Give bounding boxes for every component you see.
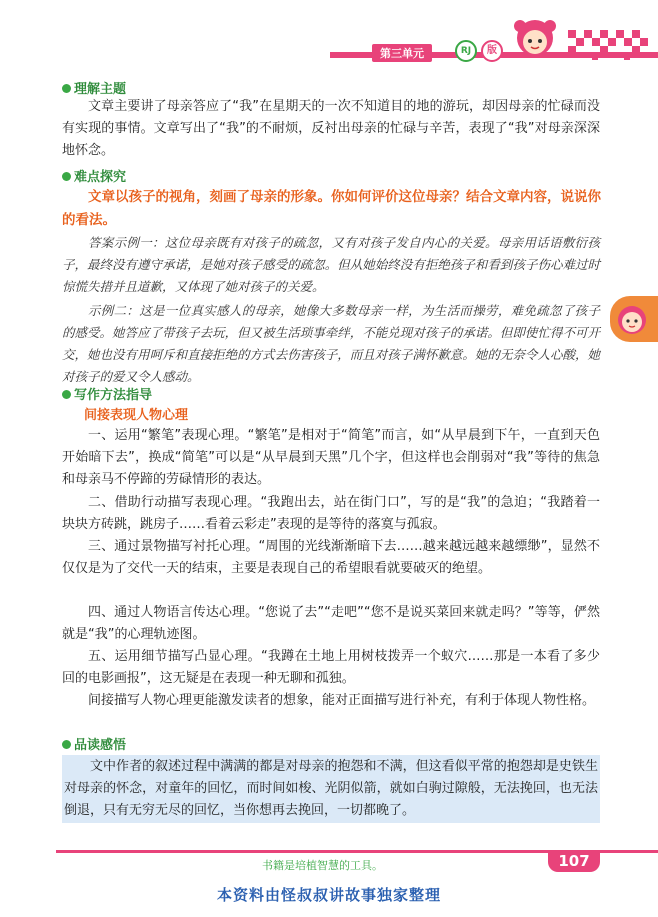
answer-example-2: 示例二：这是一位真实感人的母亲，她像大多数母亲一样，为生活而操劳，难免疏忽了孩子的感受。她答应了带孩子去玩，但又被生活琐事牵绊，不能兑现对孩子的承诺。但即使忙得不可开交，她也没有用呵斥和直接拒绝的方式去伤害孩子，而且对孩子满怀歉意。她的无奈令人心酸，她对孩子的爱又令人感动。	[62, 303, 600, 384]
reflection-paragraph: 文中作者的叙述过程中满满的都是对母亲的抱怨和不满，但这看似平常的抱怨却是史铁生对母亲的怀念，对童年的回忆，而时间如梭、光阴似箭，就如白驹过隙般，无法挽回，也无法倒退，只有无穷无尽的回忆，当你想再去挽回，一切都晚了。	[62, 755, 600, 823]
section-bullet-icon	[62, 84, 71, 93]
section-title-writing: 写作方法指导	[62, 384, 152, 403]
checker-pattern-icon	[568, 30, 652, 64]
page-number: 107	[548, 850, 600, 872]
method-paragraph-5: 五、运用细节描写凸显心理。“我蹲在土地上用树枝拨弄一个蚁穴……那是一本看了多少回的电影画报”，这无疑是在表现一种无聊和孤独。	[62, 649, 600, 686]
method-paragraph-3: 三、通过景物描写衬托心理。“周围的光线渐渐暗下去……越来越远越来越缥缈”，显然不仅仅是为了交代一天的结束，主要是表现自己的希望眼看就要破灭的绝望。	[62, 539, 600, 576]
footer-motto: 书籍是培植智慧的工具。	[262, 859, 383, 872]
method-paragraph-1: 一、运用“繁笔”表现心理。“繁笔”是相对于“简笔”而言，如“从早晨到下午，一直到天色开始暗下去”，换成“简笔”可以是“从早晨到天黑”几个字，但这样也会削弱对“我”等待的焦急和母亲马不停蹄的劳碌情形的表达。	[62, 428, 600, 487]
mascot-face-icon	[614, 301, 650, 337]
version-badge: 版	[481, 40, 503, 62]
section-bullet-icon	[62, 740, 71, 749]
question-text: 文章以孩子的视角，刻画了母亲的形象。你如何评价这位母亲？结合文章内容，说说你的看法。	[62, 189, 601, 228]
section-bullet-icon	[62, 172, 71, 181]
page-header	[0, 0, 658, 78]
mascot-girl-icon	[508, 14, 562, 68]
section-title-theme: 理解主题	[62, 78, 126, 97]
answer-example-1: 答案示例一：这位母亲既有对孩子的疏忽，又有对孩子发自内心的关爱。母亲用话语敷衍孩子，最终没有遵守承诺，是她对孩子感受的疏忽。但从她始终没有拒绝孩子和看到孩子伤心难过时惊慌失措并且道歉，又体现了她对孩子的关爱。	[62, 235, 600, 294]
section-title-reflection: 品读感悟	[62, 734, 126, 753]
source-note: 本资料由怪叔叔讲故事独家整理	[216, 886, 441, 904]
rj-badge: RJ	[455, 40, 477, 62]
method-paragraph-2: 二、借助行动描写表现心理。“我跑出去，站在街门口”，写的是“我”的急迫；“我踏着一块块方砖跳，跳房子……看着云彩走”表现的是等待的落寞与孤寂。	[62, 495, 600, 532]
method-paragraph-4: 四、通过人物语言传达心理。“您说了去”“走吧”“您不是说买菜回来就走吗？”等等，俨然就是“我”的心理轨迹图。	[62, 605, 600, 642]
section-title-difficulty: 难点探究	[62, 166, 126, 185]
section-bullet-icon	[62, 390, 71, 399]
method-paragraph-6: 间接描写人物心理更能激发读者的想象，能对正面描写进行补充，有利于体现人物性格。	[88, 693, 596, 708]
unit-label: 第三单元	[372, 44, 432, 62]
theme-paragraph: 文章主要讲了母亲答应了“我”在星期天的一次不知道目的地的游玩，却因母亲的忙碌而没有实现的事情。文章写出了“我”的不耐烦，反衬出母亲的忙碌与辛苦，表现了“我”对母亲深深地怀念。	[62, 99, 600, 158]
method-subtitle: 间接表现人物心理	[84, 408, 189, 423]
